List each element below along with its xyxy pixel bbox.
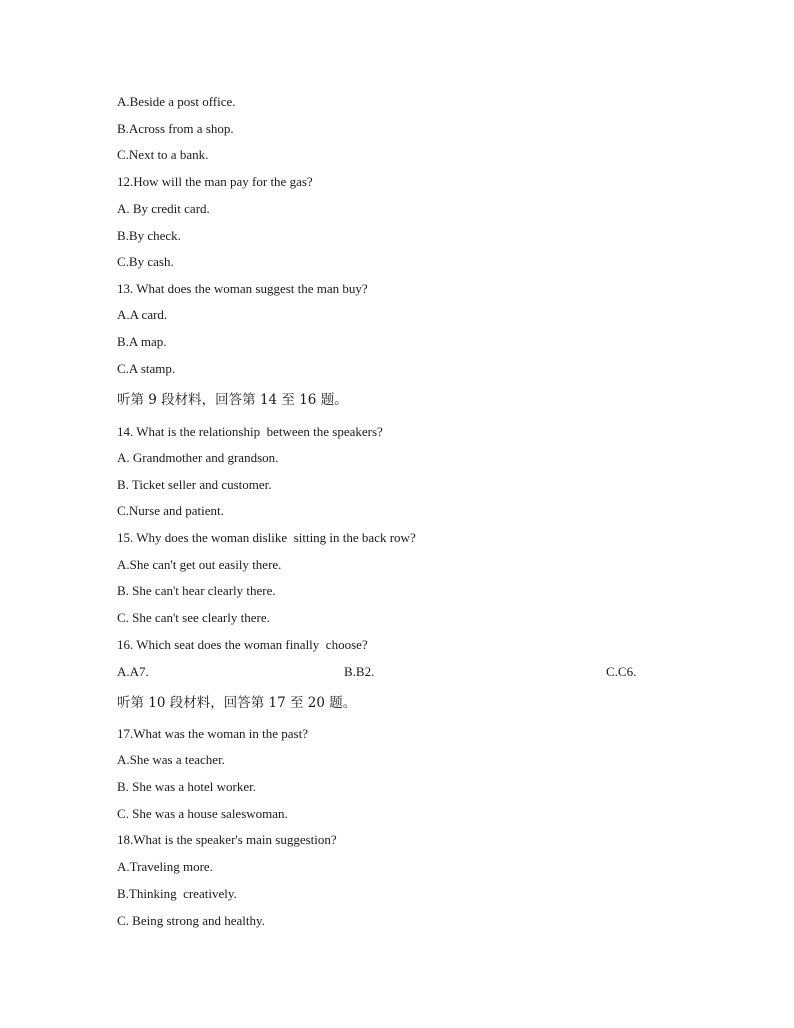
q14-option-c: C.Nurse and patient. <box>117 503 224 518</box>
q11-option-a: A.Beside a post office. <box>117 94 236 109</box>
q11-option-b: B.Across from a shop. <box>117 121 234 136</box>
q15-question: 15. Why does the woman dislike sitting in the back row? <box>117 530 416 545</box>
q16-options-row <box>117 664 647 680</box>
q14-option-b: B. Ticket seller and customer. <box>117 477 272 492</box>
q16-option-c: C.C6. <box>606 664 637 679</box>
q13-question: 13. What does the woman suggest the man buy? <box>117 281 368 296</box>
q13-option-c: C.A stamp. <box>117 361 176 376</box>
q16-option-a: A.A7. <box>117 664 149 679</box>
q17-option-c: C. She was a house saleswoman. <box>117 806 288 821</box>
q17-option-b: B. She was a hotel worker. <box>117 779 257 794</box>
section-9-instruction: 听第 9 段材料，回答第 14 至 16 题。 <box>117 392 348 408</box>
q16-option-b: B.B2. <box>344 664 375 679</box>
q17-question: 17.What was the woman in the past? <box>117 726 308 741</box>
q14-question: 14. What is the relationship between the speakers? <box>117 424 383 439</box>
q18-option-c: C. Being strong and healthy. <box>117 913 265 928</box>
q14-option-a: A. Grandmother and grandson. <box>117 450 279 465</box>
q11-option-c: C.Next to a bank. <box>117 147 209 162</box>
q13-option-a: A.A card. <box>117 307 168 322</box>
q15-option-a: A.She can't get out easily there. <box>117 557 282 572</box>
q15-option-c: C. She can't see clearly there. <box>117 610 270 625</box>
q18-option-a: A.Traveling more. <box>117 859 213 874</box>
q18-question: 18.What is the speaker's main suggestion? <box>117 832 337 847</box>
q17-option-a: A.She was a teacher. <box>117 752 225 767</box>
q12-option-a: A. By credit card. <box>117 201 210 216</box>
section-10-instruction: 听第 10 段材料，回答第 17 至 20 题。 <box>117 695 357 711</box>
q18-option-b: B.Thinking creatively. <box>117 886 237 901</box>
q15-option-b: B. She can't hear clearly there. <box>117 583 276 598</box>
q12-option-c: C.By cash. <box>117 254 174 269</box>
q12-option-b: B.By check. <box>117 228 181 243</box>
q16-question: 16. Which seat does the woman finally choose? <box>117 637 368 652</box>
q12-question: 12.How will the man pay for the gas? <box>117 174 313 189</box>
q13-option-b: B.A map. <box>117 334 167 349</box>
